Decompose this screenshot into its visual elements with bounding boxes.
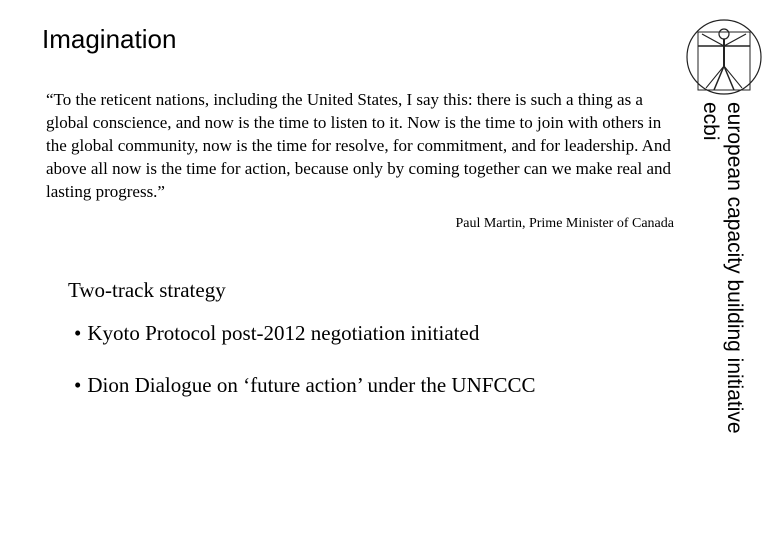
quote-text: “To the reticent nations, including the United States, I say this: there is such a thing as a global conscience, and now is the time to listen to it. Now is the time to join with others in the global community, now is the time for resolve, for commitment, and for leadership. And above all now is the time for action, because only by coming together can we make real and lasting progress.” xyxy=(46,90,671,201)
organization-acronym: ecbi xyxy=(699,102,722,141)
quote-attribution: Paul Martin, Prime Minister of Canada xyxy=(455,216,674,231)
bullet-text: Kyoto Protocol post-2012 negotiation initiated xyxy=(87,321,480,345)
vitruvian-man-icon xyxy=(684,14,764,96)
bullet-glyph: • xyxy=(74,321,82,345)
list-item xyxy=(74,372,535,424)
organization-full-name: european capacity building initiative xyxy=(723,102,746,434)
bullet-list xyxy=(74,320,535,424)
list-item xyxy=(74,320,535,372)
bullet-glyph: • xyxy=(74,373,82,397)
section-heading: Two-track strategy xyxy=(68,278,226,302)
bullet-text: Dion Dialogue on ‘future action’ under the UNFCCC xyxy=(87,373,536,397)
sidebar-organization-name xyxy=(698,102,746,434)
page-title: Imagination xyxy=(42,24,177,54)
